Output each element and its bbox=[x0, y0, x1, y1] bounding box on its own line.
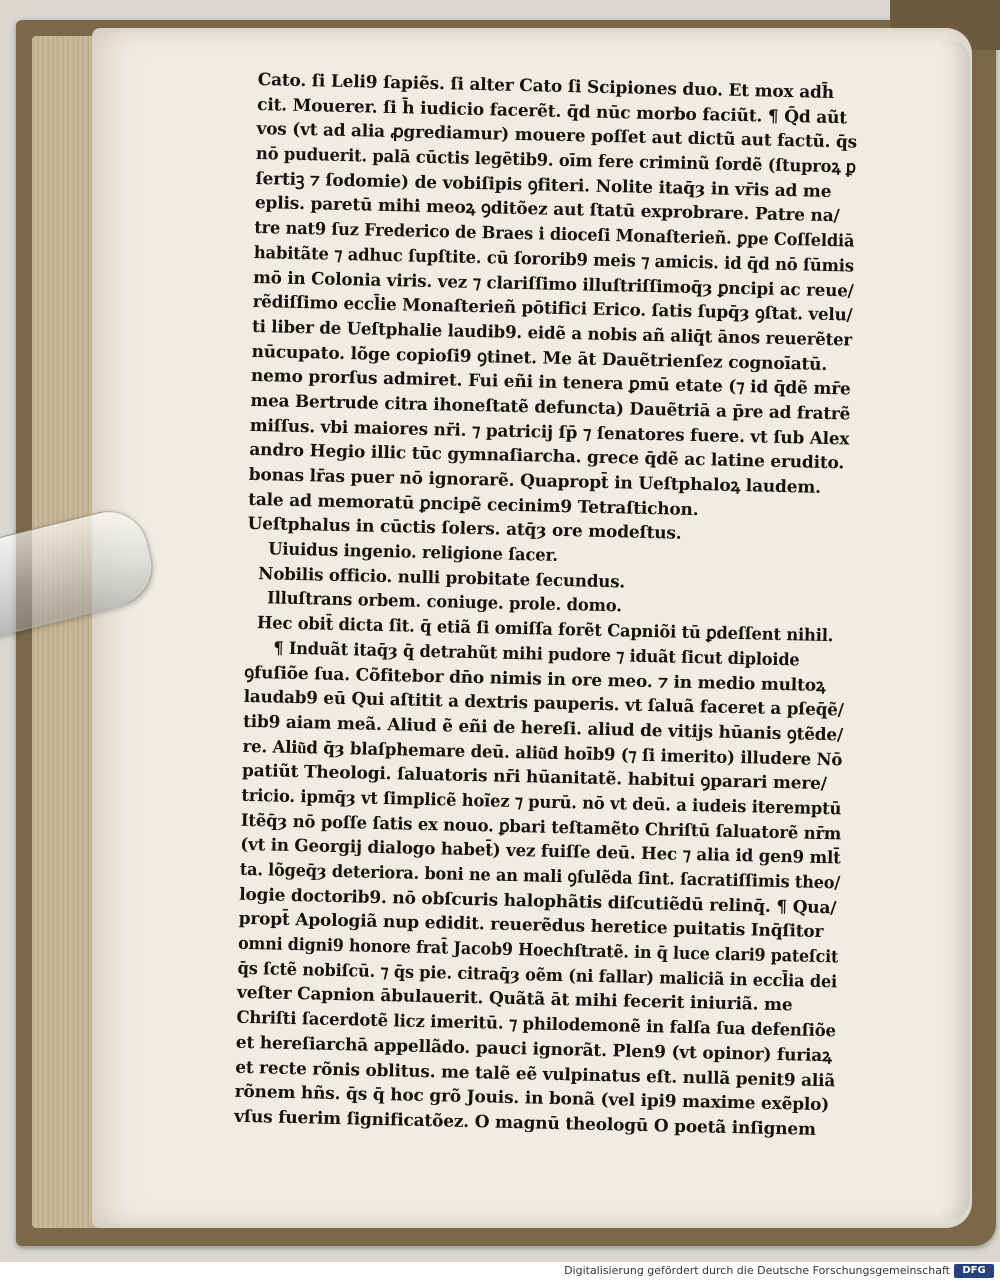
text-line: tricio. ipmq̄ȝ vt ſimplicẽ hoĩez ⁊ purū. nō vt deū. a iudeis iteremptū bbox=[241, 785, 842, 820]
text-line: nō puduerit. palā cūctis legētib9. oīm fere criminũ ſordẽ (ſtuproꝝ ꝑ bbox=[255, 144, 857, 178]
dfg-logo: DFG bbox=[954, 1264, 994, 1278]
text-line: rõnem hñs. q̄s q̄ hoc grõ Jouis. in bonã (vel ipi9 maxime exẽplo) bbox=[234, 1081, 830, 1116]
text-line: ꝯfuſiõe ſua. Cõfitebor dn̄o nimis in ore meo. ⁊ in medio multoꝝ bbox=[244, 662, 826, 696]
text-line: et recte rõnis oblitus. me talẽ eẽ vulpinatus eſt. nullã penit9 aliã bbox=[235, 1057, 836, 1091]
text-line: eplis. paretū mihi meoꝝ ꝯditõez aut ſtatū exprobrare. Patre na/ bbox=[254, 193, 840, 227]
text-line: habitãte ⁊ adhuc ſupſtite. cū ſororib9 meis ⁊ amicis. id q̄d nō ſūmis bbox=[253, 242, 855, 277]
text-line: patiũt Theologi. ſaluatoris nr̄i hūanitatẽ. habitui ꝯparari mere/ bbox=[241, 761, 827, 795]
text-line: Itẽq̄ȝ nō poſſe ſatis ex nouo. ꝑbari teſtamẽto Chriſtū ſaluatorẽ nr̄m bbox=[240, 810, 842, 845]
text-line: ſertiꝫ ⁊ ſodomie) de vobiſipis ꝯfiteri. Nolite itaq̄ȝ in vr̄is ad me bbox=[255, 168, 832, 202]
text-line: (vt in Georgij dialogo habet̄) vez fuiſſe deū. Hec ⁊ alia id gen9 mlt̄ bbox=[240, 835, 841, 869]
text-line: propt̄ Apologiã nup edidit. reuerẽdus heretice puitatis Inq̄ſitor bbox=[238, 909, 824, 943]
text-line: tre nat9 ſuz Frederico de Braes i dioceſi Monaſterieñ. ꝑpe Coſſeldiā bbox=[254, 218, 855, 252]
text-line: tale ad memoratū ꝑncipẽ cecinim9 Tetraſtichon. bbox=[247, 489, 699, 520]
text-line: ti liber de Ueſtphalie laudib9. eidẽ a nobis añ aliq̄t ānos reuerẽter bbox=[251, 316, 853, 351]
text-line: veſter Capnion ābulauerit. Quãtã āt mihi fecerit iniuriã. me bbox=[236, 983, 793, 1016]
footer-credit: Digitalisierung gefördert durch die Deutsche Forschungsgemeinschaft bbox=[564, 1264, 950, 1277]
text-line: ¶ Induãt itaq̄ȝ q̄ detrahũt mihi pudore ⁊ iduãt ſicut diploide bbox=[273, 638, 800, 671]
footer-bar bbox=[0, 1262, 1000, 1281]
page-text-block bbox=[234, 68, 858, 1143]
text-line: Cato. ſi Leli9 ſapiẽs. ſi alter Cato ſi Scipiones duo. Et mox adh̄ bbox=[257, 69, 835, 104]
text-line: omni digni9 honore frat̄ Jacob9 Hoechſtratẽ. in q̄ luce clari9 pateſcit bbox=[237, 933, 839, 968]
text-line: vſus fuerim ſignificatõez. O magnū theologū O poetã inſignem bbox=[233, 1106, 817, 1140]
text-line: tib9 aiam meã. Aliud ẽ eñi de hereſi. aliud de vitijs hūanis ꝯtẽde/ bbox=[242, 711, 844, 746]
text-line: mō in Colonia viris. vez ⁊ clariſſimo illuſtriſſimoq̄ȝ ꝑncipi ac reue/ bbox=[253, 267, 854, 302]
text-line: Nobilis officio. nulli probitate ſecundus. bbox=[258, 563, 626, 593]
text-line: laudab9 eū Qui aſtitit a dextris pauperis. vt ſaluã faceret a pſeq̄ẽ/ bbox=[243, 687, 844, 721]
text-line: Uiuidus ingenio. religione ſacer. bbox=[268, 539, 559, 566]
text-line: re. Aliu͂d q̄ȝ blaſphemare deū. aliu͂d hoīb9 (⁊ ſi imerito) illudere Nō bbox=[242, 736, 843, 770]
page-shadow bbox=[940, 40, 970, 1220]
text-line: q̄s ſctẽ nobiſcū. ⁊ q̄s pie. citraq̄ȝ oẽm (ni fallar) maliciã in eccl̄ia dei bbox=[237, 958, 838, 993]
text-line: rẽdiſſimo eccl̄ie Monaſterieñ pōtifici Erico. ſatis ſupq̄ȝ ꝯſtat. velu/ bbox=[252, 292, 853, 326]
text-line: andro Hegio illic tūc gymnaſiarcha. grece q̄dẽ ac latine erudito. bbox=[249, 440, 845, 474]
text-line: et hereſiarchā appellãdo. pauci ignorãt. Plen9 (vt opinor) furiaꝝ bbox=[235, 1032, 832, 1067]
text-line: Illuſtrans orbem. coniuge. prole. domo. bbox=[266, 588, 622, 617]
text-line: ta. lõgeq̄ȝ deteriora. boni ne an mali ꝯſulẽda ſint. ſacratiſſimis theo/ bbox=[239, 859, 841, 894]
text-line: bonas lr̄as puer nō ignorarẽ. Quapropt̄ in Ueſtphaloꝝ laudem. bbox=[248, 464, 822, 498]
text-line: vos (vt ad alia ꝓgrediamur) mouere poſſet aut dictũ aut factũ. q̄s bbox=[256, 119, 858, 153]
text-line: miſſus. vbi maiores nr̄i. ⁊ patricij ſp̄ ⁊ ſenatores fuere. vt ſub Alex bbox=[249, 415, 850, 450]
text-line: nūcupato. lõge copioſi9 ꝯtinet. Me āt Dauẽtrienſez cognoīatū. bbox=[251, 341, 828, 375]
text-line: Chriſti ſacerdotẽ licz imeritū. ⁊ philodemonẽ in falſa ſua defenſiõe bbox=[236, 1007, 837, 1042]
text-line: logie doctorib9. nō obſcuris halophãtis diſcutiẽdū relinq̄. ¶ Qua/ bbox=[239, 884, 837, 919]
text-line: nemo prorſus admiret. Fui eñi in tenera ꝑmū etate (⁊ id q̄dẽ mr̄e bbox=[250, 366, 851, 400]
text-line: mea Bertrude citra ihoneſtatẽ defuncta) Dauẽtriā a p̄re ad fratrẽ bbox=[250, 390, 851, 425]
text-line: Ueſtphalus in cūctis ſolers. atq̄ȝ ore modeſtus. bbox=[247, 514, 682, 545]
text-line: Hec obit̄ dicta ſit. q̄ etiã ſi omiſſa forẽt Capniõi tū ꝑdeſſent nihil. bbox=[256, 613, 834, 647]
text-line: cit. Mouerer. ſi h̄ iudicio facerẽt. q̄d nūc morbo faciũt. ¶ Q̄d aũt bbox=[256, 94, 848, 129]
